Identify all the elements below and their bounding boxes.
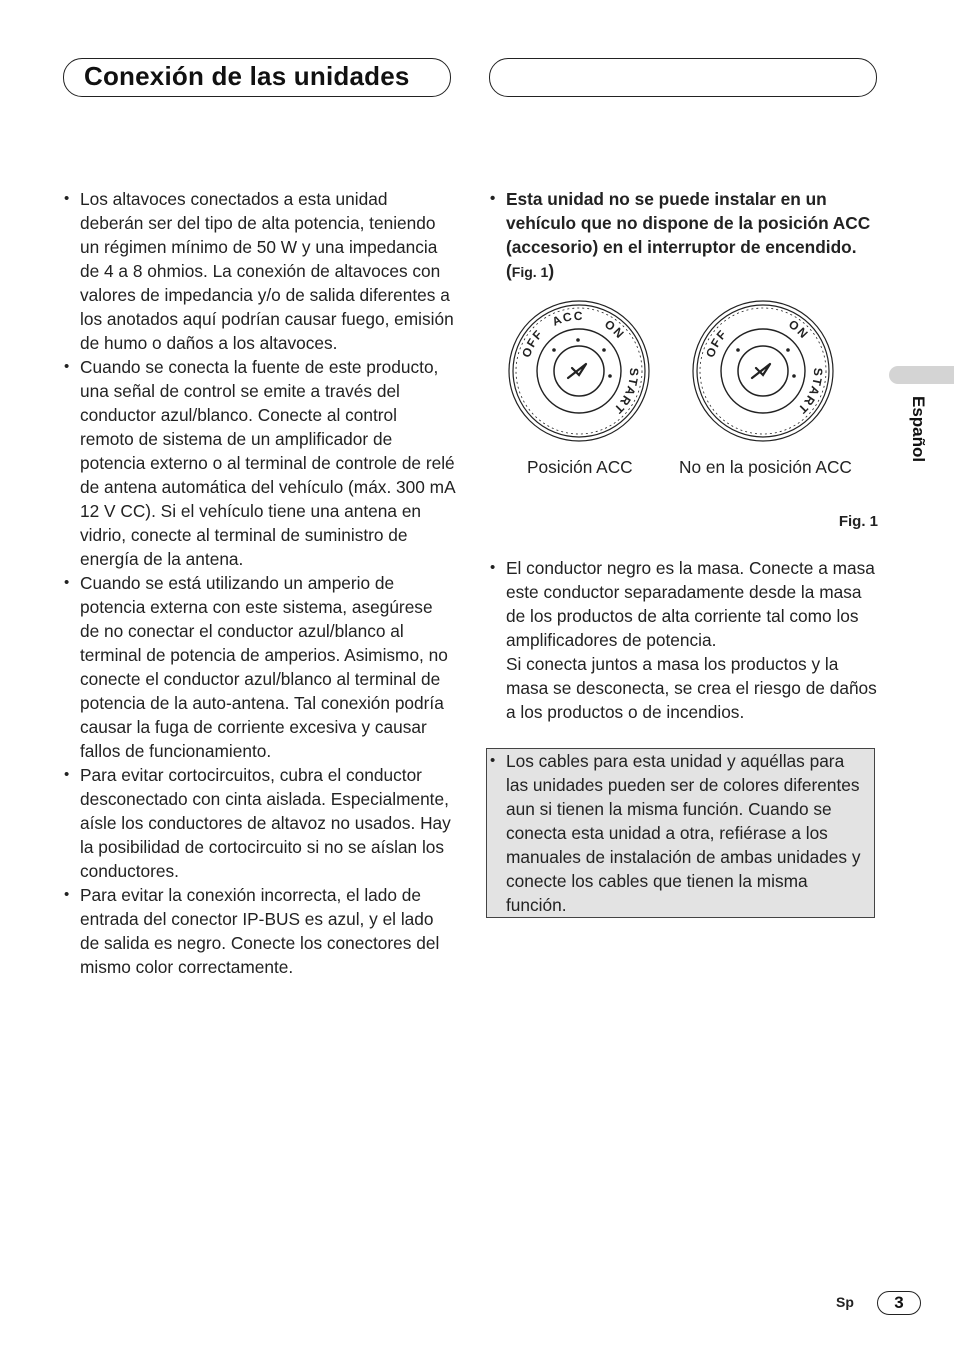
cable-color-note: [486, 748, 875, 918]
caption-no-acc: No en la posición ACC: [679, 457, 852, 477]
right-column: [489, 187, 881, 918]
bullet-control-signal: • Cuando se conecta la fuente de este producto, una señal de control se emite a través del conductor azul/blanco. Conecte al control remoto de sistema de un amplificador de potencia externo o al terminal de controle de relé de antena automática del vehículo (máx. 300 mA 12 V CC). Si el vehículo tiene una antena en vidrio, conecte al terminal de suministro de energía de la antena.: [63, 355, 455, 571]
ignition-switch-acc-icon: [506, 298, 652, 444]
ground-text-continued: Si conecta juntos a masa los productos y la masa se desconecta, se crea el riesgo de daños a los productos o de incendios.: [506, 654, 877, 722]
label-on: ON: [602, 317, 628, 342]
svg-text:OFF: [519, 327, 546, 360]
svg-text:OFF: [703, 327, 730, 360]
left-bullet-list: [63, 187, 455, 979]
acc-warning: [489, 187, 881, 284]
acc-warning-close: ): [548, 261, 555, 281]
label-start: START: [610, 367, 642, 418]
ground-list: [489, 556, 881, 724]
acc-warning-text: Esta unidad no se puede instalar en un vehículo que no dispone de la posición ACC (accesorio) en el interruptor de encendido. (: [506, 189, 871, 281]
figure-label: Fig. 1: [838, 513, 878, 530]
label-off: OFF: [519, 326, 546, 360]
bullet-ipbus-connector: • Para evitar la conexión incorrecta, el lado de entrada del conector IP-BUS es azul, y el lado de salida es negro. Conecte los conectores del mismo color correctamente.: [63, 883, 455, 979]
label-off: OFF: [703, 326, 730, 360]
page-number: 3: [877, 1291, 921, 1315]
acc-warning-figref: Fig. 1: [511, 264, 549, 280]
footer-lang-code: Sp: [836, 1294, 854, 1310]
caption-acc: Posición ACC: [527, 457, 633, 477]
label-acc: ACC: [550, 308, 584, 329]
bullet-ground: [489, 556, 881, 724]
svg-text:ACC: [550, 309, 584, 329]
header-right-box: [489, 58, 877, 97]
acc-warning-list: [489, 187, 881, 284]
note-list: [487, 749, 864, 917]
language-label: Español: [909, 396, 928, 463]
bullet-external-amp: • Cuando se está utilizando un amperio de potencia externa con este sistema, asegúrese de no conectar el conductor azul/blanco al terminal de potencia de amperios. Asimismo, no conecte el conductor azul/blanco al terminal de potencia de la auto-antena. Tal conexión podría causar la fuga de corriente excesiva y causar fallos de funcionamiento.: [63, 571, 455, 763]
left-column: [63, 187, 455, 979]
language-tab-marker: [889, 366, 954, 384]
ground-text: El conductor negro es la masa. Conecte a masa este conductor separadamente desde la masa de los productos de alta corriente tal como los amplificadores de potencia.: [506, 558, 875, 650]
bullet-cable-colors: • Los cables para esta unidad y aquéllas para las unidades pueden ser de colores diferentes aun si tienen la misma función. Cuando se conecta esta unidad a otra, refiérase a los manuales de instalación de ambas unidades y conecte los cables que tienen la misma función.: [487, 749, 864, 917]
bullet-speakers: • Los altavoces conectados a esta unidad deberán ser del tipo de alta potencia, teniendo un régimen mínimo de 50 W y una impedancia de 4 a 8 ohmios. La conexión de altavoces con valores de impedancia y/o de salida diferentes a los anotados aquí podrían causar fuego, emisión de humo o daños a los altavoces.: [63, 187, 455, 355]
label-start: START: [794, 367, 826, 418]
ignition-switch-no-acc-icon: [690, 298, 836, 444]
bullet-short-circuit: • Para evitar cortocircuitos, cubra el conductor desconectado con cinta aislada. Especialmente, aísle los conductores de altavoz no usados. Hay la posibilidad de cortocircuito si no se aíslan los conductores.: [63, 763, 455, 883]
label-on: ON: [786, 317, 812, 342]
page-title: Conexión de las unidades: [84, 61, 410, 91]
ignition-figure: [489, 298, 881, 488]
